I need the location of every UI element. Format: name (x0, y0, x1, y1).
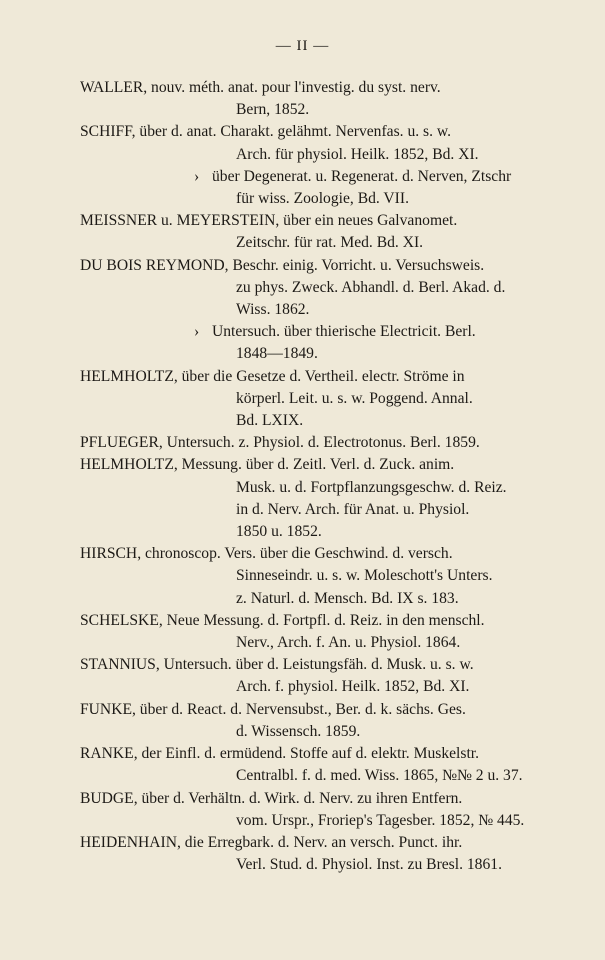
bibliography-entry (80, 432, 590, 454)
entry-continuation-line (80, 810, 590, 832)
bibliography-entry (80, 654, 590, 698)
entry-continuation-line (80, 854, 590, 876)
entry-text: Nerv., Arch. f. An. u. Physiol. 1864. (236, 634, 461, 652)
entry-text: HELMHOLTZ, Messung. über d. Zeitl. Verl. d. Zuck. anim. (80, 456, 455, 474)
entry-first-line (80, 699, 590, 721)
entry-continuation-line (80, 676, 590, 698)
entry-first-line (80, 321, 590, 343)
entry-text: SCHIFF, über d. anat. Charakt. gelähmt. Nervenfas. u. s. w. (80, 123, 452, 141)
page-number: — II — (275, 38, 330, 54)
entry-text: DU BOIS REYMOND, Beschr. einig. Vorricht. u. Versuchsweis. (80, 256, 485, 274)
bibliography-entry (80, 255, 590, 322)
entry-text: Bd. LXIX. (236, 412, 304, 430)
entry-first-line (80, 454, 590, 476)
bibliography-entry (80, 166, 590, 210)
entry-text: Sinneseindr. u. s. w. Moleschott's Unters. (236, 567, 493, 585)
entry-continuation-line (80, 565, 590, 587)
entry-text: HIRSCH, chronoscop. Vers. über die Geschwind. d. versch. (80, 545, 453, 563)
ditto-mark: › (194, 323, 200, 341)
entry-first-line (80, 832, 590, 854)
entry-continuation-line (80, 499, 590, 521)
entry-text: 1850 u. 1852. (236, 523, 322, 541)
bibliography-entry (80, 743, 590, 787)
entry-continuation-line (80, 232, 590, 254)
entry-first-line (80, 366, 590, 388)
entry-text: MEISSNER u. MEYERSTEIN, über ein neues Galvanomet. (80, 212, 458, 230)
entry-text: für wiss. Zoologie, Bd. VII. (236, 190, 409, 208)
entry-continuation-line (80, 765, 590, 787)
entry-continuation-line (80, 521, 590, 543)
bibliography-entry (80, 366, 590, 433)
entry-text: d. Wissensch. 1859. (236, 722, 361, 740)
entry-text: RANKE, der Einfl. d. ermüdend. Stoffe auf d. elektr. Muskelstr. (80, 745, 480, 763)
entry-first-line (80, 166, 590, 188)
entry-first-line (80, 121, 590, 143)
bibliography-entry (80, 210, 590, 254)
entry-first-line (80, 210, 590, 232)
entry-text: Arch. f. physiol. Heilk. 1852, Bd. XI. (236, 678, 470, 696)
bibliography-entry (80, 832, 590, 876)
entry-text: WALLER, nouv. méth. anat. pour l'investig. du syst. nerv. (80, 79, 441, 96)
entry-text: zu phys. Zweck. Abhandl. d. Berl. Akad. d. (236, 278, 506, 296)
entry-text: z. Naturl. d. Mensch. Bd. IX s. 183. (236, 589, 459, 607)
entry-text: körperl. Leit. u. s. w. Poggend. Annal. (236, 389, 473, 407)
entry-text: Zeitschr. für rat. Med. Bd. XI. (236, 234, 424, 252)
entry-continuation-line (80, 343, 590, 365)
entry-text: Centralbl. f. d. med. Wiss. 1865, №№ 2 u. 37. (236, 767, 523, 785)
ditto-mark: › (194, 167, 200, 185)
entry-continuation-line (80, 632, 590, 654)
bibliography-entry (80, 788, 590, 832)
bibliography-entry (80, 77, 590, 121)
entry-text: Bern, 1852. (236, 101, 310, 119)
entry-continuation-line (80, 721, 590, 743)
entry-text: SCHELSKE, Neue Messung. d. Fortpfl. d. Reiz. in den menschl. (80, 611, 485, 629)
entry-text: vom. Urspr., Froriep's Tagesber. 1852, № 445. (236, 811, 525, 829)
entry-text: FUNKE, über d. React. d. Nervensubst., Ber. d. k. sächs. Ges. (80, 700, 466, 718)
entry-continuation-line (80, 144, 590, 166)
bibliography-entry (80, 543, 590, 610)
entry-text: 1848—1849. (236, 345, 318, 363)
entry-first-line (80, 543, 590, 565)
bibliography-entry (80, 610, 590, 654)
entry-continuation-line (80, 477, 590, 499)
bibliography-entry (80, 454, 590, 543)
bibliography-entry (80, 321, 590, 365)
bibliography-entry (80, 121, 590, 165)
entry-text: über Degenerat. u. Regenerat. d. Nerven, Ztschr (212, 167, 512, 185)
bibliography-list (80, 77, 590, 876)
entry-first-line (80, 743, 590, 765)
entry-first-line (80, 77, 590, 99)
entry-text: Wiss. 1862. (236, 301, 310, 319)
entry-first-line (80, 610, 590, 632)
entry-continuation-line (80, 588, 590, 610)
bibliography-entry (80, 699, 590, 743)
entry-text: Arch. für physiol. Heilk. 1852, Bd. XI. (236, 145, 479, 163)
entry-text: PFLUEGER, Untersuch. z. Physiol. d. Electrotonus. Berl. 1859. (80, 434, 480, 452)
entry-continuation-line (80, 410, 590, 432)
entry-first-line (80, 654, 590, 676)
entry-text: Musk. u. d. Fortpflanzungsgeschw. d. Reiz. (236, 478, 507, 496)
entry-first-line (80, 788, 590, 810)
entry-text: HEIDENHAIN, die Erregbark. d. Nerv. an versch. Punct. ihr. (80, 833, 463, 851)
entry-continuation-line (80, 388, 590, 410)
entry-first-line (80, 432, 590, 454)
entry-continuation-line (80, 299, 590, 321)
entry-text: BUDGE, über d. Verhältn. d. Wirk. d. Nerv. zu ihren Entfern. (80, 789, 463, 807)
entry-continuation-line (80, 277, 590, 299)
entry-continuation-line (80, 188, 590, 210)
entry-text: Untersuch. über thierische Electricit. Berl. (212, 323, 476, 341)
entry-text: STANNIUS, Untersuch. über d. Leistungsfäh. d. Musk. u. s. w. (80, 656, 474, 674)
entry-text: Verl. Stud. d. Physiol. Inst. zu Bresl. 1861. (236, 856, 502, 874)
entry-text: HELMHOLTZ, über die Gesetze d. Vertheil. electr. Ströme in (80, 367, 465, 385)
entry-text: in d. Nerv. Arch. für Anat. u. Physiol. (236, 500, 470, 518)
entry-first-line (80, 255, 590, 277)
entry-continuation-line (80, 99, 590, 121)
